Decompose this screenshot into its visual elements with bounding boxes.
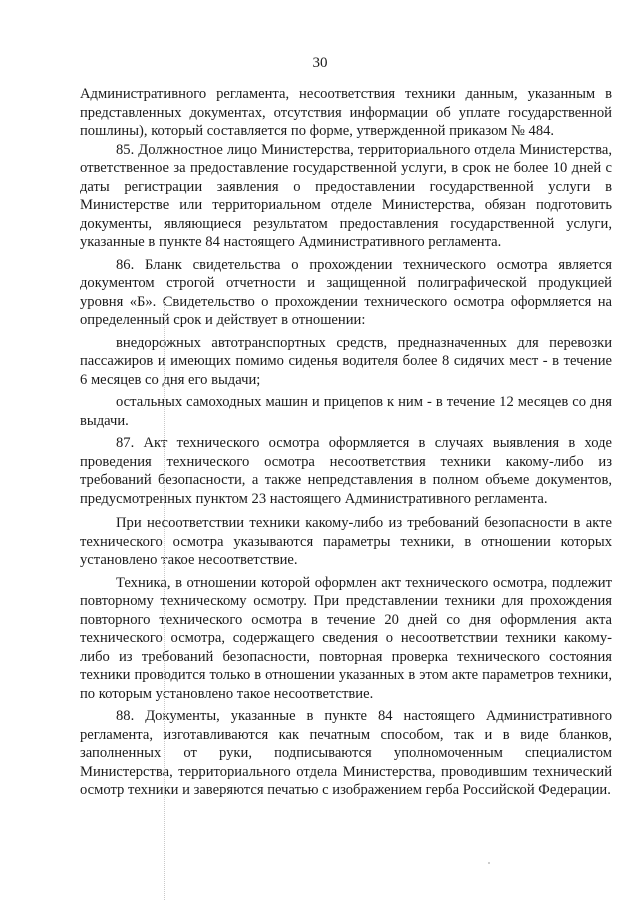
page-number: 30	[312, 55, 328, 71]
scan-artifact-line	[164, 300, 165, 900]
paragraph-86-offroad-vehicles: внедорожных автотранспортных средств, предназначенных для перевозки пассажиров и имеющих помимо сиденья водителя более 8 сидячих мест - в течение 6 месяцев со дня его выдачи;	[80, 334, 612, 388]
paragraph-86-other-machines: остальных самоходных машин и прицепов к ним - в течение 12 месяцев со дня выдачи.	[80, 394, 612, 429]
paragraph-88: 88. Документы, указанные в пункте 84 настоящего Административного регламента, изготавливаются как печатным способом, так и в виде бланков, заполненных от руки, подписываются уполномоченным специалистом Министерства, территориального отдела Министерства, проводившим технический осмотр техники и заверяются печатью с изображением герба Российской Федерации.	[80, 708, 612, 798]
paragraph-86: 86. Бланк свидетельства о прохождении технического осмотра является документом строгой отчетности и защищенной полиграфической продукцией уровня «Б». Свидетельство о прохождении технического осмотра оформляется на определенный срок и действует в отношении:	[80, 256, 612, 328]
scan-speck	[488, 862, 490, 864]
paragraph-85: 85. Должностное лицо Министерства, территориального отдела Министерства, ответственное за предоставление государственной услуги, в срок не более 10 дней с даты регистрации заявления о предоставлении государственной услуги в Министерстве или территориальном отделе Министерства, обязан подготовить документы, являющиеся результатом предоставления государственной услуги, указанные в пункте 84 настоящего Административного регламента.	[80, 141, 612, 250]
paragraph-87: 87. Акт технического осмотра оформляется в случаях выявления в ходе проведения технического осмотра несоответствия техники какому-либо из требований безопасности, а также непредставления в полном объеме документов, предусмотренных пунктом 23 настоящего Административного регламента.	[80, 435, 612, 507]
paragraph-87-repeat-inspection: Техника, в отношении которой оформлен акт технического осмотра, подлежит повторному техническому осмотру. При представлении техники для прохождения повторного технического осмотра в течение 20 дней со дня оформления акта технического осмотра, содержащего сведения о несоответствии техники какому-либо из требований безопасности, повторная проверка технического состояния техники проводится только в отношении указанных в этом акте параметров техники, по которым установлено такое несоответствие.	[80, 574, 612, 702]
document-body	[80, 85, 612, 800]
paragraph-continuation: Административного регламента, несоответствия техники данным, указанным в представленных документах, отсутствия информации об уплате государственной пошлины), который составляется по форме, утвержденной приказом № 484.	[80, 86, 612, 139]
paragraph-87-nonconformity: При несоответствии техники какому-либо из требований безопасности в акте технического осмотра указываются параметры техники, в отношении которых установлено такое несоответствие.	[80, 515, 612, 568]
